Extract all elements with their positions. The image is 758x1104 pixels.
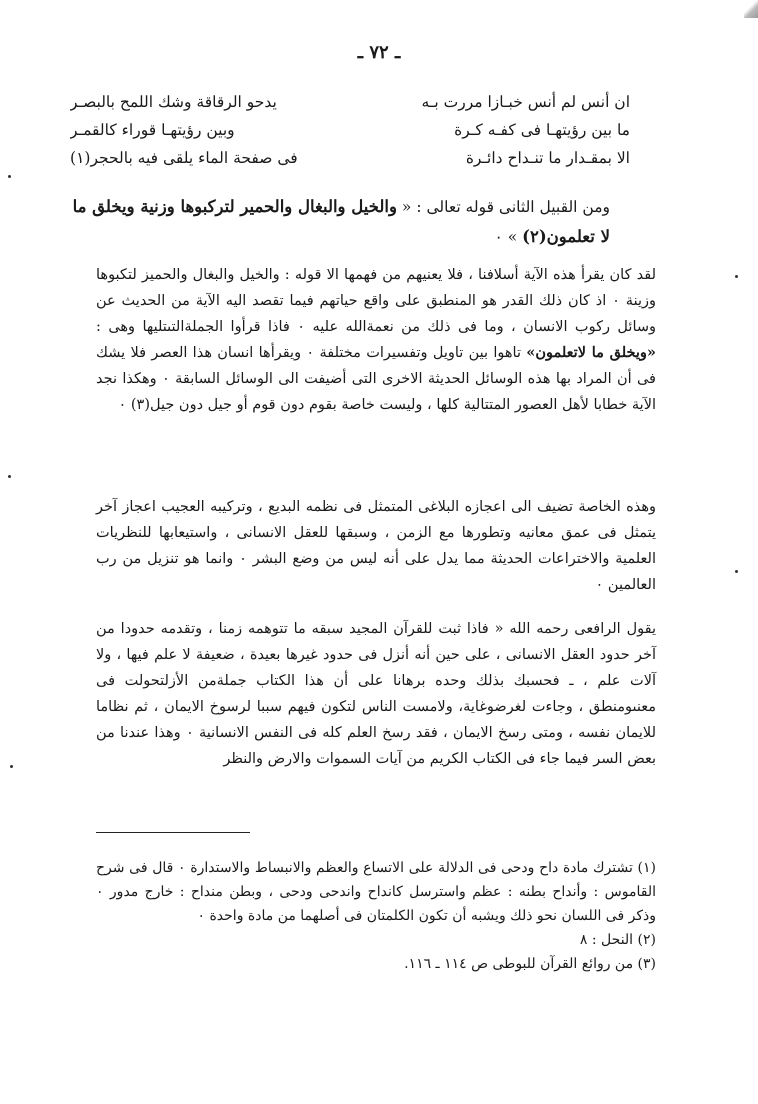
poem-verse (70, 88, 630, 116)
footnote-2: (٢) النحل : ٨ (579, 932, 656, 948)
page-number: ـ ٧٢ ـ (357, 42, 401, 63)
scan-dot (10, 765, 13, 768)
quran-quote: والخيل والبغال والحمير لتركبوها وزنية ويخلق ما لا تعلمون(٢) (72, 197, 610, 246)
paragraph-1-quote: «ويخلق ما لاتعلمون» (526, 344, 656, 361)
scan-corner-mark (744, 0, 758, 18)
footnotes (96, 856, 656, 976)
scan-dot (735, 570, 738, 573)
scan-dot (8, 475, 11, 478)
poem-block (70, 88, 630, 172)
poem-first-hemistich: الا بمقـدار ما تنـداح دائـرة (465, 149, 630, 167)
footnote-3: (٣) من روائع القرآن للبوطى ص ١١٤ ـ ١١٦. (404, 956, 656, 972)
poem-second-hemistich: فى صفحة الماء يلقى فيه بالحجر(١) (70, 149, 298, 167)
poem-verse (70, 144, 630, 172)
paragraph-1-text-c: تاهوا بين تاويل وتفسيرات مختلفة ٠ ويقرأها انسان هذا العصر فلا يشك فى أن المراد بها هذه الوسائل الحديثة الاخرى التى أضيفت الى الوسائل السابقة ٠ وهكذا نجد الآية خطابا لأهل العصور المتتالية كلها ، وليست خاصة بقوم دون قوم أو جيل دون جيل(٣) ٠ (96, 345, 656, 413)
poem-second-hemistich: وبين رؤيتهـا قوراء كالقمـر (70, 121, 235, 139)
scan-dot (8, 175, 11, 178)
poem-first-hemistich: ما بين رؤيتهـا فى كفـه كـرة (454, 121, 630, 139)
intro-lead: ومن القبيل الثانى قوله تعالى : « (396, 198, 610, 216)
footnote-1: (١) تشترك مادة داح ودحى فى الدلالة على الاتساع والعظم والانبساط والاستدارة ٠ قال فى شرح القاموس : وأنداح بطنه : عظم واسترسل كانداح واندحى ودحى ، وبطن منداح : خارج مدور ٠ وذكر فى اللسان نحو ذلك ويشبه أن تكون الكلمتان فى أصلهما من مادة واحدة ٠ (96, 860, 656, 924)
paragraph-1 (96, 262, 656, 418)
footnote-separator (96, 832, 250, 833)
intro-tail: » ٠ (494, 228, 523, 246)
quran-verse-intro (70, 192, 610, 252)
paragraph-2: وهذه الخاصة تضيف الى اعجازه البلاغى المتمثل فى نظمه البديع ، وتركيبه العجيب اعجاز آخر يتمثل فى عمق معانيه وتطورها مع الزمن ، وسبقها للعقل الانسانى ، واستيعابها للنظريات العلمية والاختراعات الحديثة مما يدل على أنه ليس من وضع البشر ٠ وانما هو تنزيل من رب العالمين ٠ (96, 499, 656, 593)
poem-first-hemistich: ان أنس لم أنس خبـازا مررت بـه (421, 93, 630, 111)
paragraph-1-text-a: لقد كان يقرأ هذه الآية أسلافنا ، فلا يعنيهم من فهمها الا قوله : والخيل والبغال والحميز لتكبوها وزينة ٠ اذ كان ذلك القدر هو المنطبق على واقع حياتهم فيما تقصد اليه الآية من الحديث عن وسائل ركوب الانسان ، وما فى ذلك من نعمةالله عليه ٠ فاذا قرأوا الجملةالتىتليها وهى : (96, 267, 657, 335)
poem-verse (70, 116, 630, 144)
poem-second-hemistich: يدحو الرقاقة وشك اللمح بالبصـر (70, 93, 277, 111)
scan-dot (735, 275, 738, 278)
paragraph-3: يقول الرافعى رحمه الله « فاذا ثبت للقرآن المجيد سبقه ما تتوهمه زمنا ، وتقدمه حدودا من آخر حدود العقل الانسانى ، على حين أنه أنزل فى حدود غيرها بعيدة ، ضعيفة لا علم فيها ، ولا آلات علم ، ـ فحسبك بذلك وحده برهانا على أن هذا الكتاب جملةمن الأزلتحولت فى معنىومنطق ، وجاءت لغرضوغاية، ولامست الناس لتكون فيهم سببا لرسوخ الايمان ، ثم نظاما للايمان نفسه ، ومتى رسخ الايمان ، فقد رسخ العلم كله فى النفس الانسانية ٠ وهذا عندنا من بعض السر فيما جاء فى الكتاب الكريم من آيات السموات والارض والنظر (96, 621, 657, 767)
